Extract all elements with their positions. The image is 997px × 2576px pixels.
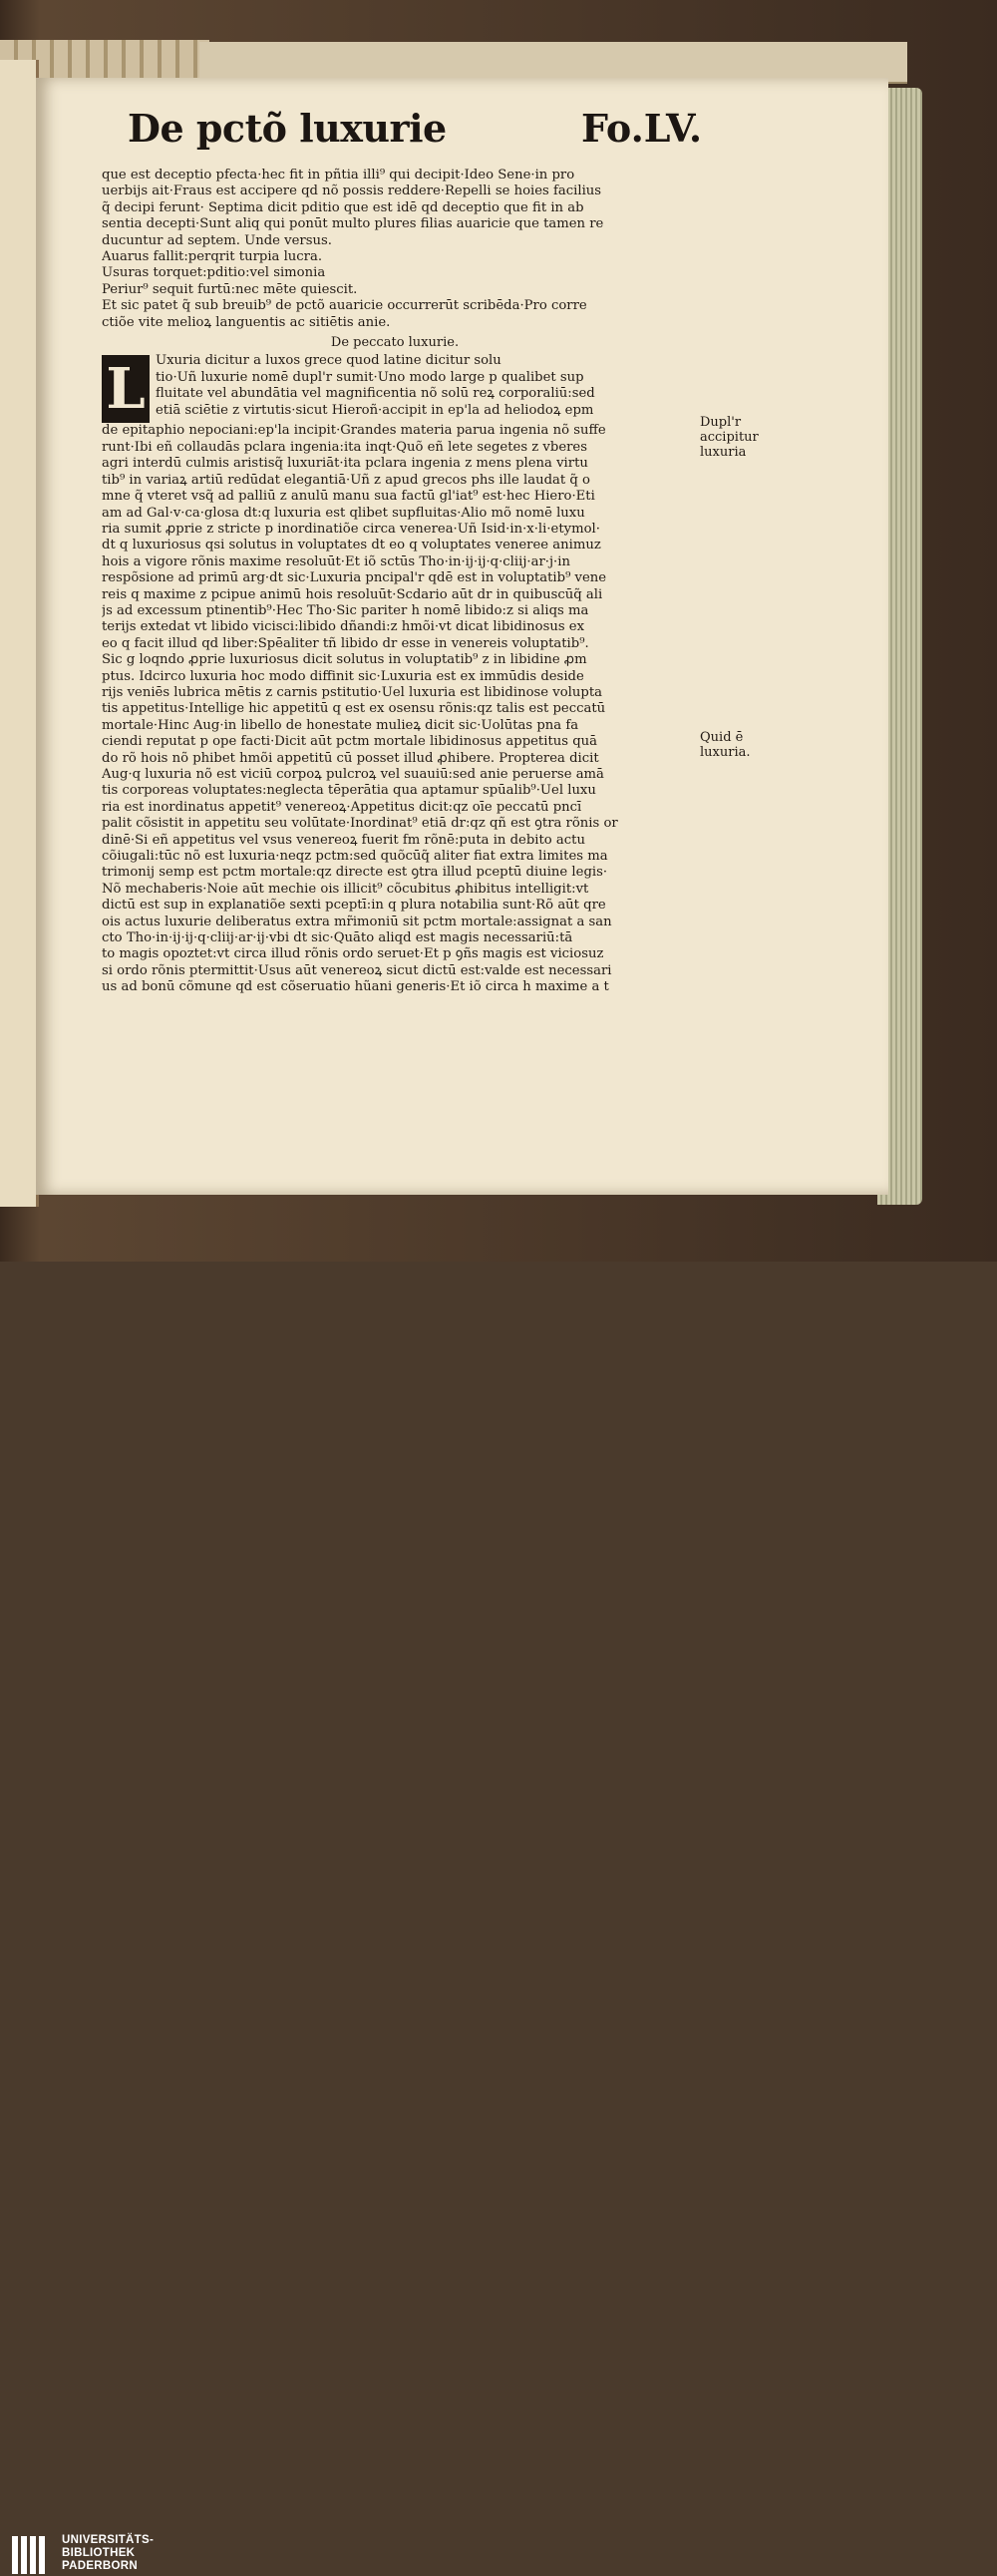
text-line: terijs extedat vt libido vicisci:libido dñandi:z hmõi·vt dicat libidinosus ex <box>102 619 585 635</box>
text-line: que est deceptio pfecta·hec fit in pñtia illi⁹ qui decipit·Ideo Sene·in pro <box>102 168 575 183</box>
text-line: cto Tho·in·ij·ij·q·cliij·ar·ij·vbi dt sic·Quāto aliqd est magis necessariū:tā <box>102 930 573 946</box>
logo-line: UNIVERSITÄTS- <box>62 2534 155 2546</box>
text-line: mne q̃ vteret vsq̃ ad palliū z anulū manu sua factū gl'iat⁹ est·hec Hiero·Eti <box>102 489 595 505</box>
text-line: hois a vigore rõnis maxime resoluūt·Et iõ sctūs Tho·in·ij·ij·q·cliij·ar·j·in <box>102 553 570 569</box>
left-page-edge <box>0 60 39 1207</box>
text-line: ria sumit ꝓprie z stricte p inordinatiõe circa venerea·Uñ Isid·in·x·li·etymol· <box>102 521 600 537</box>
text-line: dictū est sup in explanatiõe sexti pceptī:in q plura notabilia sunt·Rõ aūt qre <box>102 898 606 914</box>
text-line: ciendi reputat p ope facti·Dicit aūt pctm mortale libidinosus appetitus quā <box>102 734 598 750</box>
text-line: ctiõe vite melioꝝ languentis ac sitiētis anie. <box>102 314 391 330</box>
text-line: tio·Uñ luxurie nomē dupl'r sumit·Uno modo large p qualibet sup <box>156 369 584 385</box>
book-page <box>36 78 888 1195</box>
text-line: rijs veniēs lubrica mētis z carnis pstitutio·Uel luxuria est libidinose volupta <box>102 684 602 700</box>
text-line: Uxuria dicitur a luxos grece quod latine dicitur solu <box>156 353 501 369</box>
text-line: Nõ mechaberis·Noie aūt mechie ois illicit⁹ cõcubitus ꝓhibitus intelligit:vt <box>102 881 589 897</box>
library-logo <box>12 2534 211 2576</box>
text-line: Aug·q luxuria nõ est viciū corpoꝝ pulcroꝝ vel suauiū:sed anie peruerse amā <box>102 767 604 782</box>
text-line: trimonij semp est pctm mortale:qz directe est ꝯtra illud pceptū diuine legis· <box>102 865 608 881</box>
running-title: De pctõ luxurie <box>128 106 447 151</box>
folio-number: Fo.LV. <box>581 106 703 151</box>
decorated-initial: L <box>102 355 150 423</box>
text-line: js ad excessum ptinentib⁹·Hec Tho·Sic pariter h nomē libido:z si aliqs ma <box>102 602 589 618</box>
margin-note-line: luxuria. <box>700 745 751 760</box>
text-line: dt q luxuriosus qsi solutus in voluptates dt eo q voluptates veneree animuz <box>102 538 601 553</box>
margin-note-line: luxuria <box>700 445 747 460</box>
text-line: dinē·Si eñ appetitus vel vsus venereoꝝ fuerit fm rõnē:puta in debito actu <box>102 832 585 848</box>
text-line: respõsione ad primū arg·dt sic·Luxuria pncipal'r qdē est in voluptatib⁹ vene <box>102 570 607 586</box>
text-section-2 <box>102 353 688 995</box>
library-logo-icon <box>12 2536 52 2574</box>
text-line: palit cõsistit in appetitu seu volūtate·Inordinat⁹ etiā dr:qz qñ est ꝯtra rõnis or <box>102 816 618 832</box>
text-line: to magis opoztet:vt circa illud rõnis ordo seruet·Et p ꝯñs magis est viciosuz <box>102 946 604 962</box>
text-line: uerbijs ait·Fraus est accipere qd nõ possis reddere·Repelli se hoies facilius <box>102 184 602 199</box>
text-line: fluitate vel abundātia vel magnificentia nõ solū reꝝ corporaliū:sed <box>156 386 595 402</box>
text-line: etiā sciētie z virtutis·sicut Hieroñ·accipit in ep'la ad heliodoꝝ epm <box>156 402 594 418</box>
margin-note-line: Quid ē <box>700 730 744 745</box>
text-line: ducuntur ad septem. Unde versus. <box>102 232 332 248</box>
margin-note-dupliciter <box>700 415 759 460</box>
text-line: cõiugali:tūc nõ est luxuria·neqz pctm:sed quõcūq̃ aliter fiat extra limites ma <box>102 849 608 865</box>
text-line: q̃ decipi ferunt· Septima dicit pditio que est idē qd deceptio que fit in ab <box>102 199 584 215</box>
text-line: de epitaphio nepociani:ep'la incipit·Grandes materia parua ingenia nõ suffe <box>102 423 606 439</box>
text-line: ois actus luxurie deliberatus extra mr̃imoniū sit pctm mortale:assignat a san <box>102 914 612 929</box>
text-section-1 <box>102 168 688 331</box>
text-line: agri interdū culmis aristisq̃ luxuriāt·ita pclara ingenia z mens plena virtu <box>102 456 588 472</box>
text-line: tis appetitus·Intellige hic appetitū q est ex osensu rõnis:qz talis est peccatū <box>102 701 606 717</box>
text-line: do rõ hois nõ phibet hmõi appetitū cū posset illud ꝓhibere. Propterea dicit <box>102 750 599 766</box>
text-line: Sic g loqndo ꝓprie luxuriosus dicit solutus in voluptatib⁹ z in libidine ꝓm <box>102 652 587 668</box>
text-line: eo q facit illud qd liber:Spēaliter tñ libido dr esse in venereis voluptatib⁹. <box>102 635 589 651</box>
logo-line: BIBLIOTHEK <box>62 2547 136 2559</box>
text-line: us ad bonū cõmune qd est cõseruatio hũani generis·Et iõ circa h maxime a t <box>102 979 609 995</box>
margin-note-line: accipitur <box>700 430 759 445</box>
text-line: sentia decepti·Sunt aliq qui ponūt multo plures filias auaricie que tamen re <box>102 216 604 232</box>
text-line: reis q maxime z pcipue animū hois resoluūt·Scdario aūt dr in quibuscūq̃ ali <box>102 586 603 602</box>
section-heading: De peccato luxurie. <box>330 335 460 351</box>
text-line: Usuras torquet:pditio:vel simonia <box>102 265 326 281</box>
text-line: Periur⁹ sequit furtū:nec mēte quiescit. <box>102 281 358 297</box>
text-line: am ad Gal·v·ca·glosa dt:q luxuria est qlibet supfluitas·Alio mõ nomē luxu <box>102 505 585 521</box>
text-line: Auarus fallit:perqrit turpia lucra. <box>102 249 323 265</box>
text-line: Et sic patet q̃ sub breuib⁹ de pctõ auaricie occurrerūt scribēda·Pro corre <box>102 298 587 314</box>
main-text-block <box>102 168 688 996</box>
text-line: tib⁹ in variaꝝ artiū redūdat elegantiā·Uñ z apud grecos phs ille laudat q̃ o <box>102 472 590 488</box>
text-line: runt·Ibi eñ collaudās pclara ingenia:ita inqt·Quõ eñ lete segetes z vberes <box>102 439 588 455</box>
footer-bar <box>0 1262 997 2572</box>
text-line: tis corporeas voluptates:neglecta tēperātia qua aptamur spūalib⁹·Uel luxu <box>102 783 596 799</box>
text-line: si ordo rõnis ptermittit·Usus aūt venereoꝝ sicut dictū est:valde est necessari <box>102 962 612 978</box>
margin-note-line: Dupl'r <box>700 415 742 430</box>
text-line: ptus. Idcirco luxuria hoc modo diffinit sic·Luxuria est ex immūdis deside <box>102 668 584 684</box>
text-line: mortale·Hinc Aug·in libello de honestate mulieꝝ dicit sic·Uolūtas pna fa <box>102 717 579 733</box>
page-header <box>128 106 766 166</box>
margin-note-quid-est <box>700 730 751 760</box>
text-line: ria est inordinatus appetit⁹ venereoꝝ·Appetitus dicit:qz oīe peccatū pncī <box>102 799 582 815</box>
library-logo-text <box>62 2534 154 2573</box>
logo-line: PADERBORN <box>62 2560 138 2572</box>
scan-background <box>0 0 997 1262</box>
